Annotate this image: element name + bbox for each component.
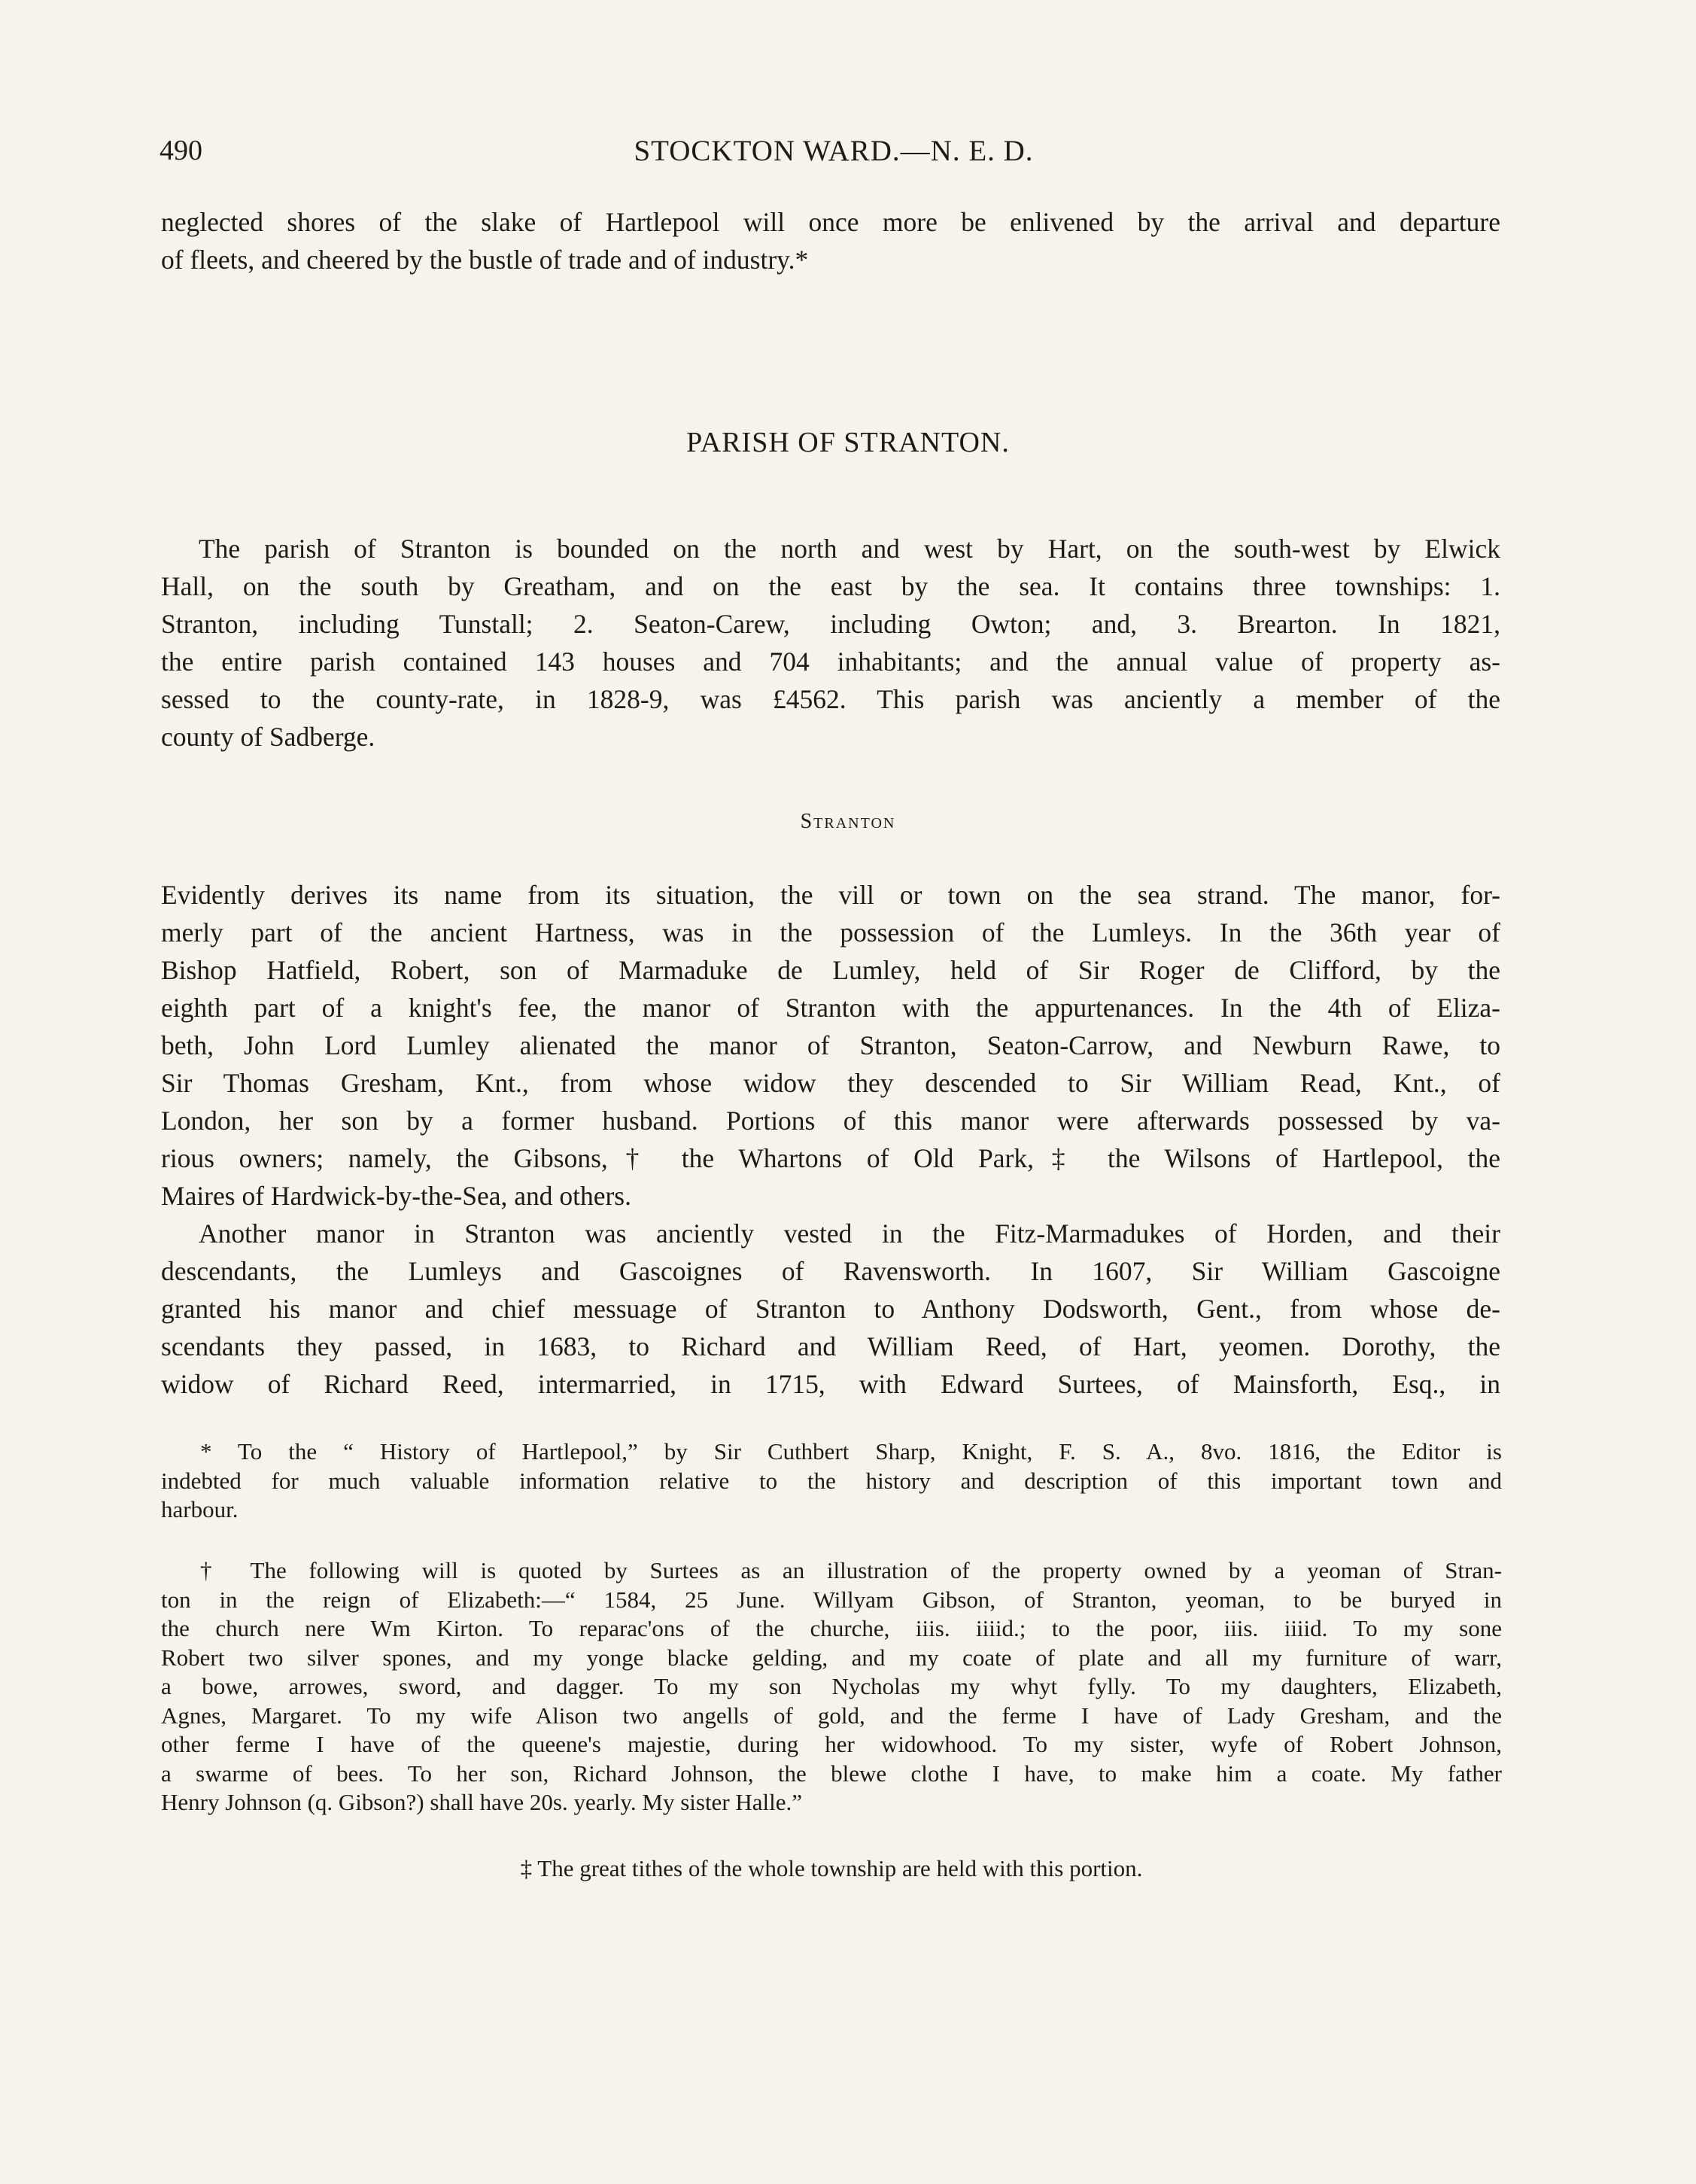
parish-heading: PARISH OF STRANTON. bbox=[686, 427, 1010, 458]
footnote-line: a swarme of bees. To her son, Richard Johnson, the blewe clothe I have, to make him a coate. My father bbox=[161, 1760, 1502, 1787]
footnote-double-dagger bbox=[161, 1854, 1502, 1884]
stranton-paragraph-2 bbox=[161, 1215, 1500, 1403]
text-line: Hall, on the south by Greatham, and on the east by the sea. It contains three townships: 1. bbox=[161, 571, 1500, 601]
text-line: county of Sadberge. bbox=[161, 722, 375, 752]
text-line: Sir Thomas Gresham, Knt., from whose widow they descended to Sir William Read, Knt., of bbox=[161, 1068, 1500, 1098]
text-line: Maires of Hardwick-by-the-Sea, and others. bbox=[161, 1181, 631, 1211]
text-line: descendants, the Lumleys and Gascoignes of Ravensworth. In 1607, Sir William Gascoigne bbox=[161, 1256, 1500, 1286]
text-line: neglected shores of the slake of Hartlepool will once more be enlivened by the arrival and departure bbox=[161, 207, 1500, 237]
footnote-line: Henry Johnson (q. Gibson?) shall have 20s. yearly. My sister Halle.” bbox=[161, 1789, 803, 1815]
stranton-heading: Stranton bbox=[800, 810, 896, 833]
text-line: rious owners; namely, the Gibsons,† the Whartons of Old Park,‡ the Wilsons of Hartlepool, the bbox=[161, 1143, 1500, 1173]
text-line: beth, John Lord Lumley alienated the manor of Stranton, Seaton-Carrow, and Newburn Rawe, to bbox=[161, 1030, 1500, 1060]
footnote-line: other ferme I have of the queene's majestie, during her widowhood. To my sister, wyfe of Robert Johnson, bbox=[161, 1731, 1502, 1757]
page-number: 490 bbox=[160, 135, 202, 166]
footnote-star bbox=[161, 1437, 1502, 1525]
footnote-line: indebted for much valuable information relative to the history and description of this important town and bbox=[161, 1467, 1502, 1494]
text-line: Bishop Hatfield, Robert, son of Marmaduke de Lumley, held of Sir Roger de Clifford, by the bbox=[161, 955, 1500, 985]
footnote-line: * To the “ History of Hartlepool,” by Sir Cuthbert Sharp, Knight, F. S. A., 8vo. 1816, the Editor is bbox=[200, 1438, 1502, 1465]
text-line: Evidently derives its name from its situation, the vill or town on the sea strand. The manor, for- bbox=[161, 880, 1500, 910]
text-line: scendants they passed, in 1683, to Richard and William Reed, of Hart, yeomen. Dorothy, the bbox=[161, 1331, 1500, 1361]
footnote-line: † The following will is quoted by Surtees as an illustration of the property owned by a yeoman of Stran- bbox=[200, 1557, 1502, 1583]
text-line: merly part of the ancient Hartness, was in the possession of the Lumleys. In the 36th year of bbox=[161, 917, 1500, 948]
opening-paragraph bbox=[161, 203, 1500, 278]
footnote-line: Robert two silver spones, and my yonge blacke gelding, and my coate of plate and all my furniture of warr, bbox=[161, 1644, 1502, 1671]
text-line: London, her son by a former husband. Portions of this manor were afterwards possessed by va- bbox=[161, 1106, 1500, 1136]
text-line: granted his manor and chief messuage of Stranton to Anthony Dodsworth, Gent., from whose de- bbox=[161, 1294, 1500, 1324]
footnote-line: a bowe, arrowes, sword, and dagger. To my son Nycholas my whyt fylly. To my daughters, Elizabeth, bbox=[161, 1673, 1502, 1699]
running-head bbox=[160, 134, 1508, 179]
text-line: Stranton, including Tunstall; 2. Seaton-Carew, including Owton; and, 3. Brearton. In 1821, bbox=[161, 609, 1500, 639]
text-line: widow of Richard Reed, intermarried, in 1715, with Edward Surtees, of Mainsforth, Esq., in bbox=[161, 1369, 1500, 1399]
footnote-dagger bbox=[161, 1556, 1502, 1817]
text-line: Another manor in Stranton was anciently vested in the Fitz-Marmadukes of Horden, and their bbox=[199, 1218, 1500, 1249]
footnote-line: harbour. bbox=[161, 1496, 239, 1522]
parish-paragraph bbox=[161, 530, 1500, 756]
text-line: eighth part of a knight's fee, the manor of Stranton with the appurtenances. In the 4th of Eliza- bbox=[161, 993, 1500, 1023]
footnote-line: ton in the reign of Elizabeth:—“ 1584, 25 June. Willyam Gibson, of Stranton, yeoman, to be buryed in bbox=[161, 1586, 1502, 1613]
running-title: STOCKTON WARD.—N. E. D. bbox=[634, 135, 1034, 167]
text-line: The parish of Stranton is bounded on the north and west by Hart, on the south-west by Elwick bbox=[199, 534, 1500, 564]
footnote-line: the church nere Wm Kirton. To reparac'ons of the churche, iiis. iiiid.; to the poor, iiis. iiiid. To my sone bbox=[161, 1615, 1502, 1641]
footnote-line: ‡ The great tithes of the whole township are held with this portion. bbox=[520, 1855, 1143, 1881]
footnote-line: Agnes, Margaret. To my wife Alison two angells of gold, and the ferme I have of Lady Gresham, and the bbox=[161, 1702, 1502, 1729]
text-line: the entire parish contained 143 houses and 704 inhabitants; and the annual value of property as- bbox=[161, 646, 1500, 677]
text-line: sessed to the county-rate, in 1828-9, was £4562. This parish was anciently a member of the bbox=[161, 684, 1500, 714]
text-line: of fleets, and cheered by the bustle of trade and of industry.* bbox=[161, 245, 809, 275]
stranton-paragraph-1 bbox=[161, 876, 1500, 1215]
